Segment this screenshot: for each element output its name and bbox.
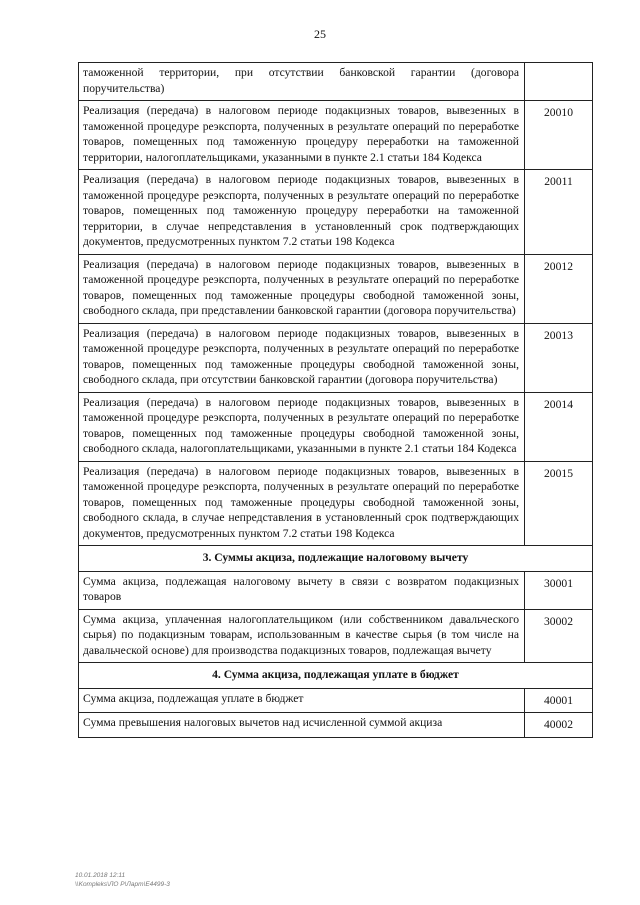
row-description: Реализация (передача) в налоговом периоде подакцизных товаров, вывезенных в таможенной процедуре реэкспорта, полученных в результате операций по переработке товаров, помещенных под таможенные процедуры свободной таможенной зоны, свободного склада, в случае непредставления в установленный срок подтверждающих документов, предусмотренных пунктом 7.2 статьи 198 Кодекса [79,461,525,546]
row-description: Реализация (передача) в налоговом периоде подакцизных товаров, вывезенных в таможенной процедуре реэкспорта, полученных в результате операций по переработке товаров, помещенных под таможенные процедуры свободной таможенной зоны, свободного склада, при отсутствии банковской гарантии (договора поручительства) [79,323,525,392]
tax-codes-table [78,62,593,738]
table-row [79,170,593,255]
row-description: Сумма превышения налоговых вычетов над исчисленной суммой акциза [79,713,525,738]
table-row [79,323,593,392]
table-row [79,609,593,663]
table-row [79,101,593,170]
footer-file-path: \\Kompleks\ЛО Р\Ларт\Е4499-3 [75,881,170,888]
page-number: 25 [314,27,326,41]
row-description: Реализация (передача) в налоговом периоде подакцизных товаров, вывезенных в таможенной процедуре реэкспорта, полученных в результате операций по переработке товаров, помещенных под таможенные процедуры свободной таможенной зоны, свободного склада, при представлении банковской гарантии (договора поручительства) [79,254,525,323]
table-row [79,713,593,738]
row-code: 40001 [525,688,593,713]
row-description: Сумма акциза, уплаченная налогоплательщиком (или собственником давальческого сырья) по подакцизным товарам, использованным в качестве сырья (в том числе на давальческой основе) для производства подакцизных товаров, подлежащая вычету [79,609,525,663]
section-heading: 3. Суммы акциза, подлежащие налоговому вычету [79,546,593,572]
row-code: 20014 [525,392,593,461]
row-description: Сумма акциза, подлежащая налоговому вычету в связи с возвратом подакцизных товаров [79,571,525,609]
table-row [79,392,593,461]
table-row [79,461,593,546]
row-code: 40002 [525,713,593,738]
row-code: 20012 [525,254,593,323]
table-row [79,254,593,323]
row-code: 30002 [525,609,593,663]
row-code: 20015 [525,461,593,546]
section-heading-row [79,546,593,572]
table-row [79,571,593,609]
row-code: 20013 [525,323,593,392]
row-description: Реализация (передача) в налоговом периоде подакцизных товаров, вывезенных в таможенной процедуре реэкспорта, полученных в результате операций по переработке товаров, помещенных под таможенную процедуру переработки на таможенной территории, налогоплательщиками, указанными в пункте 2.1 статьи 184 Кодекса [79,101,525,170]
row-description: таможенной территории, при отсутствии банковской гарантии (договора поручительства) [79,63,525,101]
section-heading-row [79,663,593,689]
row-description: Реализация (передача) в налоговом периоде подакцизных товаров, вывезенных в таможенной процедуре реэкспорта, полученных в результате операций по переработке товаров, помещенных под таможенную процедуру переработки на таможенной территории, в случае непредставления в установленный срок подтверждающих документов, предусмотренных пунктом 7.2 статьи 198 Кодекса [79,170,525,255]
table-row [79,63,593,101]
row-code: 20011 [525,170,593,255]
table-row [79,688,593,713]
row-description: Сумма акциза, подлежащая уплате в бюджет [79,688,525,713]
file-footer [75,871,170,889]
row-code: 20010 [525,101,593,170]
row-code [525,63,593,101]
tax-codes-table-body [79,63,593,738]
row-code: 30001 [525,571,593,609]
section-heading: 4. Сумма акциза, подлежащая уплате в бюджет [79,663,593,689]
row-description: Реализация (передача) в налоговом периоде подакцизных товаров, вывезенных в таможенной процедуре реэкспорта, полученных в результате операций по переработке товаров, помещенных под таможенные процедуры свободной таможенной зоны, свободного склада, налогоплательщиками, указанными в пункте 2.1 статьи 184 Кодекса [79,392,525,461]
footer-timestamp: 10.01.2018 12:11 [75,872,126,879]
